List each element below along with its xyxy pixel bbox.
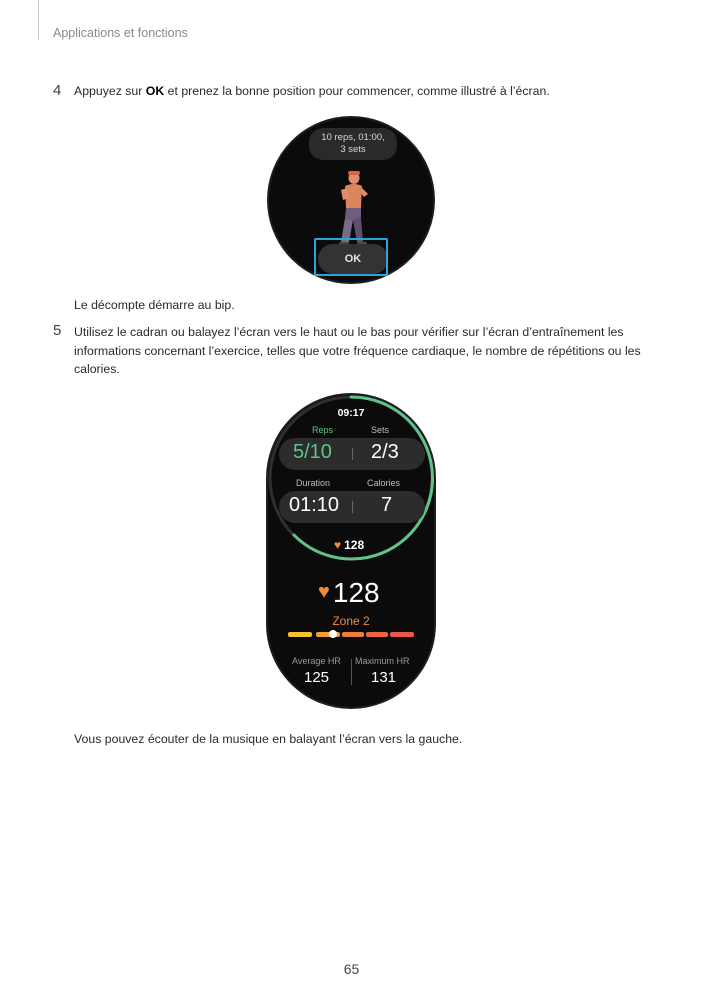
step-5-line-2: informations concernant l’exercice, telles que votre fréquence cardiaque, le nombre de répétitions ou les [74, 343, 641, 358]
heart-rate-small-value: 128 [344, 538, 365, 552]
heart-rate-zone: Zone 2 [332, 614, 370, 628]
watch-screen-workout [266, 393, 436, 709]
heart-icon-large: ♥ [318, 581, 330, 603]
average-hr-value: 125 [304, 669, 330, 686]
heart-rate-big [318, 577, 380, 609]
calories-label: Calories [367, 478, 401, 488]
clock-time: 09:17 [337, 407, 365, 419]
reps-sets-pill[interactable] [279, 438, 425, 470]
step-5-line-3: calories. [74, 362, 120, 376]
zone-bar-5 [390, 632, 414, 637]
ok-button[interactable]: OK [318, 244, 388, 274]
hr-stats-divider [351, 659, 352, 685]
sets-value: 2/3 [371, 441, 399, 463]
maximum-hr-label: Maximum HR [355, 656, 410, 666]
zone-position-marker [329, 630, 337, 638]
workout-target-line-1: 10 reps, 01:00, [321, 132, 385, 143]
workout-target-chip [309, 128, 397, 160]
maximum-hr-value: 131 [371, 669, 397, 686]
step-5-line-1: Utilisez le cadran ou balayez l’écran vers le haut ou le bas pour vérifier sur l’écran d’entraînement les [74, 325, 624, 339]
step-4-text-after: et prenez la bonne position pour commencer, comme illustré à l’écran. [164, 84, 550, 98]
heart-rate-big-value: 128 [332, 577, 380, 608]
zone-bar-3 [342, 632, 364, 637]
countdown-note: Le décompte démarre au bip. [74, 298, 235, 312]
step-number-4: 4 [53, 82, 62, 99]
sets-label: Sets [371, 425, 390, 435]
music-note: Vous pouvez écouter de la musique en balayant l’écran vers la gauche. [74, 732, 463, 746]
duration-label: Duration [296, 478, 331, 488]
step-number-5: 5 [53, 322, 62, 339]
step-4-text-before: Appuyez sur [74, 84, 146, 98]
header-rule [38, 0, 39, 40]
zone-bar-4 [366, 632, 388, 637]
average-hr-label: Average HR [292, 656, 341, 666]
workout-target-line-2: 3 sets [340, 143, 366, 155]
heart-icon: ♥ [334, 538, 342, 552]
ok-button-highlight [314, 238, 388, 276]
duration-value: 01:10 [289, 494, 340, 516]
reps-label: Reps [312, 425, 334, 435]
squat-figure-illustration [327, 168, 377, 248]
zone-bar-1 [288, 632, 312, 637]
duration-calories-pill[interactable] [279, 491, 425, 523]
step-5-text [74, 323, 641, 379]
reps-value: 5/10 [293, 441, 332, 463]
duration-calories-divider [352, 501, 353, 513]
step-4-text [74, 82, 550, 101]
section-title: Applications et fonctions [53, 26, 188, 40]
page-number: 65 [343, 961, 360, 977]
heart-rate-small [334, 538, 364, 552]
reps-sets-divider [352, 448, 353, 460]
step-4-ok-label: OK [145, 84, 165, 98]
calories-value: 7 [381, 494, 393, 516]
